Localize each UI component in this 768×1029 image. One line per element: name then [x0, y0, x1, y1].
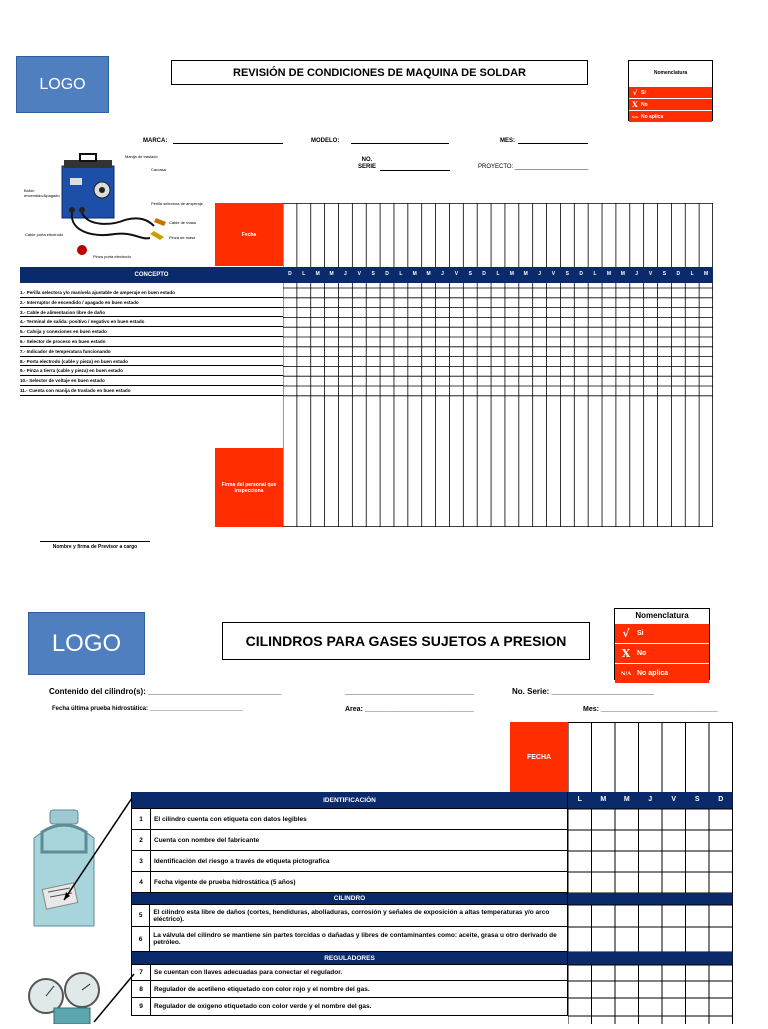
day-header: M: [620, 271, 625, 277]
item-number: 5: [132, 905, 150, 926]
cylinder-checklist: [131, 792, 568, 1016]
concepto-row: 10.- Selector de voltaje en buen estado: [20, 376, 283, 386]
item-number: 6: [132, 927, 150, 951]
item-text: Identificación del riesgo a través de etiqueta pictografica: [154, 857, 330, 865]
checklist-row: [131, 851, 568, 872]
concepto-row: 1.- Perilla selectora y/o manivela ajustable de amperaje en buen estado: [20, 288, 283, 298]
day-header: L: [496, 271, 500, 277]
nomenclature-2-na: [615, 663, 709, 683]
mes-field[interactable]: [518, 143, 588, 144]
item-number: 3: [132, 851, 151, 871]
check-icon: √: [622, 627, 630, 640]
logo-1-text: LOGO: [39, 75, 86, 93]
check-icon: √: [632, 88, 638, 97]
marca-field[interactable]: [173, 143, 283, 144]
na-mark: N/A: [631, 114, 639, 119]
day-header: D: [579, 271, 584, 277]
section-header: REGULADORES: [131, 952, 568, 965]
day-header: M: [703, 271, 709, 277]
logo-2-text: LOGO: [51, 629, 122, 657]
day-header: L: [302, 271, 306, 277]
day-header: J: [344, 271, 347, 277]
day-header: J: [635, 271, 639, 277]
day-header: M: [606, 271, 612, 277]
day-header: M: [600, 796, 607, 803]
label-perilla: Perilla selectora de amperaje: [151, 201, 203, 206]
day-header: D: [676, 271, 681, 277]
day-header: V: [454, 271, 459, 277]
day-header: S: [371, 271, 375, 277]
item-text: El cilindro esta libre de daños (cortes, hendiduras, abolladuras, corrosión y señales de exposición a altas temperaturas y/o arco eléctrico).: [153, 908, 550, 923]
nomenclature-2-no: [615, 643, 709, 663]
item-number: 2: [132, 830, 151, 850]
concepto-row: 5.- Calvija y conexiones en buen estado: [20, 327, 283, 337]
nomenclature-1-si-label: Si: [641, 89, 646, 96]
concepto-rows: [20, 288, 283, 396]
x-mark-icon: X: [621, 647, 631, 660]
checklist-row: [131, 965, 568, 981]
day-header: M: [412, 271, 417, 277]
concepto-row: 4.- Terminal de salida: positivo / negativo en buen estado: [20, 317, 283, 327]
form2-title-text: CILINDROS PARA GASES SUJETOS A PRESION: [245, 633, 567, 649]
nomenclature-1-na-label: No aplica: [641, 113, 664, 120]
item-number: 1: [132, 809, 151, 829]
day-header: L: [690, 271, 694, 277]
item-text: La válvula del cilindro se mantiene sin partes torcidas o dañadas y libres de contaminantes como: aceite, grasa u otro derivado de petróleo.: [153, 932, 557, 946]
day-header: D: [385, 271, 389, 277]
day-header: M: [509, 271, 514, 277]
item-number: 9: [132, 998, 151, 1015]
item-text: Fecha vigente de prueba hidrostática (5 años): [154, 878, 296, 886]
nomenclature-1-no: [629, 98, 712, 110]
item-text: El cilindro cuenta con etiqueta con datos legibles: [154, 815, 307, 823]
nomenclature-2-na-label: No aplica: [637, 670, 669, 677]
day-header: D: [718, 796, 724, 803]
concepto-row: 11.- Cuenta con manija de traslado en buen estado: [20, 386, 283, 396]
item-text: Regulador de acetileno etiquetado con color rojo y el nombre del gas.: [154, 985, 370, 993]
nomenclature-1-no-label: No: [641, 101, 648, 108]
section-header: CILINDRO: [131, 893, 568, 905]
no-serie-2-field[interactable]: No. Serie: _______________________: [512, 687, 654, 696]
concepto-row: 2.- Interruptor de encendido / apagado en buen estado: [20, 298, 283, 308]
day-header: M: [426, 271, 431, 277]
day-header: L: [399, 271, 403, 277]
firma-1-label: Firma del personal que inspecciona: [221, 481, 277, 494]
item-text: Regulador de oxigeno etiquetado con color verde y el nombre del gas.: [154, 1003, 372, 1010]
no-serie-field[interactable]: [380, 170, 450, 171]
mes-2-field[interactable]: Mes: ______________________________: [583, 706, 718, 713]
supervisor-signature-text: Nombre y firma de Previsor a cargo: [52, 544, 138, 550]
no-serie-label: NO. SERIE: [357, 157, 376, 170]
label-boton: Botón encendido/Apagado: [24, 188, 60, 198]
label-cable-masa: Cable de masa: [169, 220, 196, 225]
concepto-row: 9.- Pinza a tierra (cable y pieza) en buen estado: [20, 366, 283, 376]
mes-label: MES:: [500, 138, 515, 144]
label-pinza-masa: Pinza de masa: [169, 235, 196, 240]
day-header: V: [648, 271, 653, 277]
item-text: Cuenta con nombre del fabricante: [154, 836, 260, 844]
form1-title: [171, 60, 588, 85]
day-header: J: [538, 271, 541, 277]
day-header: L: [577, 796, 582, 803]
form2-title: [222, 622, 590, 660]
modelo-field[interactable]: [351, 143, 449, 144]
day-header: S: [468, 271, 472, 277]
fecha-1-label: Fecha: [241, 231, 257, 238]
area-field[interactable]: Area: ____________________________: [345, 706, 474, 713]
day-header: V: [551, 271, 556, 277]
nomenclature-1-title: Nomenclatura: [653, 70, 688, 76]
section-header: IDENTIFICACIÓN: [131, 792, 568, 809]
day-header: V: [357, 271, 361, 277]
concepto-row: 6.- Selector de proceso en buen estado: [20, 337, 283, 347]
day-header: D: [482, 271, 486, 277]
checklist-row: [131, 830, 568, 851]
nomenclature-2: [614, 608, 710, 680]
concepto-header-text: CONCEPTO: [134, 272, 169, 278]
modelo-label: MODELO:: [311, 138, 340, 144]
item-number: 4: [132, 872, 151, 892]
logo-1: [16, 56, 109, 113]
nomenclature-2-title: Nomenclatura: [635, 611, 689, 620]
day-header: S: [694, 796, 700, 803]
day-header: M: [523, 271, 528, 277]
concepto-row: 7.- Indicador de temperatura funcionando: [20, 347, 283, 357]
form1-title-text: REVISIÓN DE CONDICIONES DE MAQUINA DE SOLDAR: [233, 66, 526, 79]
day-header: M: [315, 271, 320, 277]
day-header: L: [593, 271, 597, 277]
nomenclature-2-si-label: Si: [637, 630, 644, 637]
label-carcasa: Carcasa: [151, 167, 166, 172]
day-header: S: [662, 271, 667, 277]
day-header: M: [623, 796, 630, 803]
nomenclature-1-si: [629, 86, 712, 98]
fecha-prueba-field[interactable]: Fecha última prueba hidrostática: ____________________________: [52, 706, 244, 712]
contenido-field[interactable]: Contenido del cilindro(s): ______________________________: [49, 687, 282, 696]
label-cable-porta: Cable porta electrodo: [25, 232, 64, 237]
checklist-grid-2: [568, 722, 734, 1024]
checklist-row: [131, 927, 568, 952]
proyecto-label: PROYECTO: ______________________: [478, 164, 589, 170]
concepto-header: [20, 267, 283, 283]
checklist-row: [131, 872, 568, 893]
concepto-row: 8.- Porta electrodo (cable y pieza) en buen estado: [20, 357, 283, 367]
checklist-row: [131, 905, 568, 927]
fecha-2-label: FECHA: [526, 753, 552, 761]
blank-field[interactable]: _____________________________: [345, 687, 475, 696]
day-header: M: [329, 271, 334, 277]
item-number: 8: [132, 981, 151, 997]
day-header: S: [565, 271, 569, 277]
day-header: D: [288, 271, 292, 277]
label-manija: Manija de traslado: [125, 154, 158, 159]
day-header: V: [671, 796, 677, 803]
nomenclature-2-si: [615, 623, 709, 643]
checklist-row: [131, 998, 568, 1016]
checklist-row: [131, 981, 568, 998]
item-number: 7: [132, 965, 151, 980]
item-text: Se cuentan con llaves adecuadas para conectar el regulador.: [154, 969, 343, 976]
na-mark: N/A: [620, 670, 632, 677]
nomenclature-1-na: [629, 110, 712, 122]
fecha-header-1: [215, 203, 283, 266]
logo-2: [28, 612, 145, 675]
label-pinza-porta: Pinza porta electrodo: [93, 254, 131, 259]
marca-label: MARCA:: [143, 138, 168, 144]
fecha-header-2: [510, 722, 568, 792]
nomenclature-1: [628, 60, 713, 121]
supervisor-signature-label: [40, 541, 150, 550]
nomenclature-2-no-label: No: [637, 650, 647, 657]
x-mark-icon: X: [632, 100, 638, 109]
checklist-grid-1: [283, 203, 713, 527]
checklist-row: [131, 809, 568, 830]
firma-box-1: [215, 448, 283, 527]
day-header: J: [648, 796, 653, 803]
day-header: J: [441, 271, 444, 277]
concepto-row: 3.- Cable de alimentacion libre de daño: [20, 308, 283, 318]
